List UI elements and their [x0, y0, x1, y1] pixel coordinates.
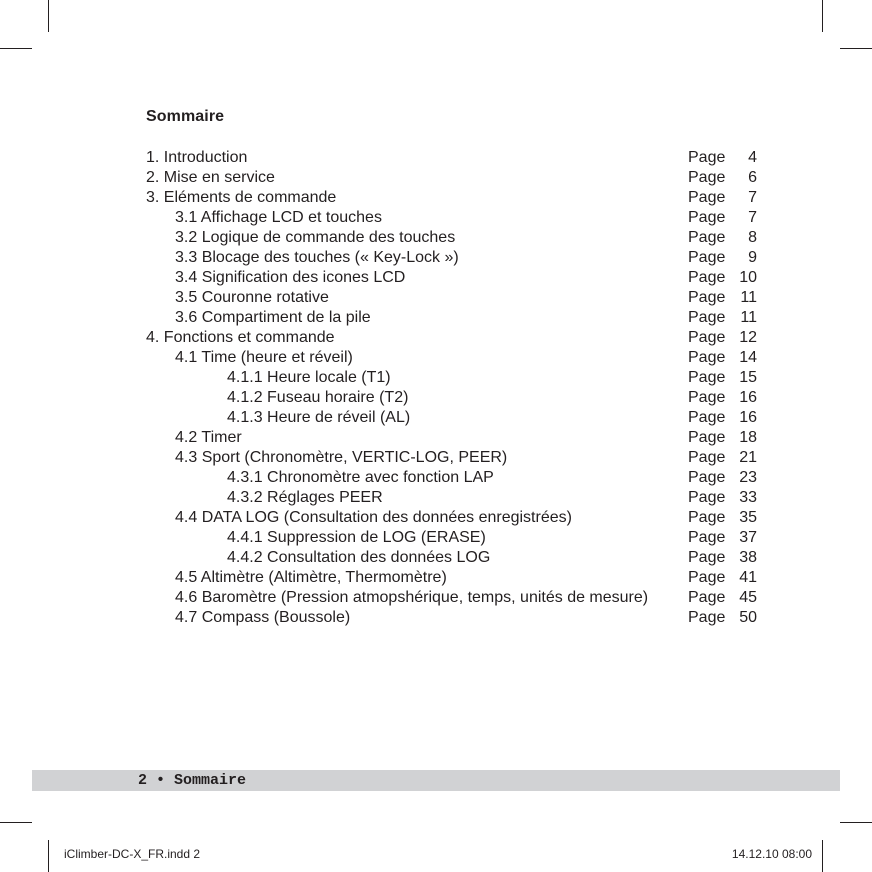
toc-page-word: Page [688, 329, 726, 346]
toc-page-number: 6 [748, 169, 757, 186]
toc-entry[interactable] [0, 568, 872, 588]
toc-page-word: Page [688, 389, 726, 406]
crop-mark [48, 840, 49, 872]
crop-mark [822, 840, 823, 872]
toc-entry-label: 4. Fonctions et commande [146, 329, 335, 346]
toc-page-word: Page [688, 349, 726, 366]
toc-page-number: 45 [739, 589, 757, 606]
toc-page-number: 41 [739, 569, 757, 586]
toc-entry-label: 3. Eléments de commande [146, 189, 337, 206]
toc-page-word: Page [688, 229, 726, 246]
toc-entry-label: 4.3.2 Réglages PEER [227, 489, 383, 506]
toc-entry[interactable] [0, 208, 872, 228]
toc-entry-label: 4.1.3 Heure de réveil (AL) [227, 409, 411, 426]
toc-page-word: Page [688, 589, 726, 606]
toc-entry[interactable] [0, 308, 872, 328]
toc-page-number: 15 [739, 369, 757, 386]
toc-page-number: 18 [739, 429, 757, 446]
toc-entry[interactable] [0, 248, 872, 268]
table-of-contents [0, 148, 872, 628]
toc-page-word: Page [688, 609, 726, 626]
toc-page-number: 50 [739, 609, 757, 626]
toc-entry[interactable] [0, 548, 872, 568]
toc-page-word: Page [688, 149, 726, 166]
toc-entry[interactable] [0, 348, 872, 368]
toc-page-word: Page [688, 449, 726, 466]
toc-page-word: Page [688, 249, 726, 266]
toc-entry-label: 4.7 Compass (Boussole) [175, 609, 351, 626]
toc-entry-label: 4.2 Timer [175, 429, 242, 446]
toc-entry[interactable] [0, 468, 872, 488]
toc-entry-label: 4.1.1 Heure locale (T1) [227, 369, 391, 386]
toc-entry[interactable] [0, 608, 872, 628]
toc-entry[interactable] [0, 328, 872, 348]
toc-page-word: Page [688, 169, 726, 186]
toc-page-number: 10 [739, 269, 757, 286]
crop-mark [840, 822, 872, 823]
toc-page-number: 14 [739, 349, 757, 366]
toc-page-number: 8 [748, 229, 757, 246]
toc-entry[interactable] [0, 388, 872, 408]
toc-entry[interactable] [0, 288, 872, 308]
date-slug: 14.12.10 08:00 [731, 847, 812, 861]
toc-page-word: Page [688, 409, 726, 426]
toc-entry[interactable] [0, 188, 872, 208]
toc-entry-label: 4.4.2 Consultation des données LOG [227, 549, 491, 566]
toc-entry[interactable] [0, 148, 872, 168]
toc-entry[interactable] [0, 268, 872, 288]
toc-page-word: Page [688, 369, 726, 386]
page-title: Sommaire [146, 108, 225, 125]
toc-page-number: 12 [739, 329, 757, 346]
toc-entry-label: 3.2 Logique de commande des touches [175, 229, 456, 246]
crop-mark [822, 0, 823, 32]
toc-entry-label: 4.4.1 Suppression de LOG (ERASE) [227, 529, 486, 546]
toc-entry-label: 4.1.2 Fuseau horaire (T2) [227, 389, 409, 406]
toc-entry[interactable] [0, 228, 872, 248]
toc-page-number: 23 [739, 469, 757, 486]
crop-mark [48, 0, 49, 32]
toc-page-number: 9 [748, 249, 757, 266]
toc-entry[interactable] [0, 508, 872, 528]
toc-entry-label: 2. Mise en service [146, 169, 275, 186]
toc-entry[interactable] [0, 428, 872, 448]
toc-page-word: Page [688, 209, 726, 226]
crop-mark [840, 48, 872, 49]
toc-entry-label: 1. Introduction [146, 149, 248, 166]
toc-entry-label: 4.4 DATA LOG (Consultation des données enregistrées) [175, 509, 572, 526]
toc-entry[interactable] [0, 368, 872, 388]
toc-page-word: Page [688, 189, 726, 206]
toc-page-number: 4 [748, 149, 757, 166]
toc-page-word: Page [688, 269, 726, 286]
toc-entry[interactable] [0, 448, 872, 468]
toc-entry-label: 4.1 Time (heure et réveil) [175, 349, 353, 366]
toc-page-number: 38 [739, 549, 757, 566]
toc-entry-label: 3.4 Signification des icones LCD [175, 269, 406, 286]
toc-entry-label: 3.6 Compartiment de la pile [175, 309, 371, 326]
toc-page-number: 35 [739, 509, 757, 526]
toc-page-number: 11 [740, 309, 757, 326]
toc-entry-label: 4.3.1 Chronomètre avec fonction LAP [227, 469, 494, 486]
toc-page-number: 7 [748, 189, 757, 206]
file-slug: iClimber-DC-X_FR.indd 2 [64, 847, 201, 861]
toc-page-word: Page [688, 529, 726, 546]
toc-entry[interactable] [0, 488, 872, 508]
toc-entry-label: 3.5 Couronne rotative [175, 289, 329, 306]
toc-page-number: 37 [739, 529, 757, 546]
toc-page-word: Page [688, 469, 726, 486]
toc-entry-label: 3.3 Blocage des touches (« Key-Lock ») [175, 249, 459, 266]
toc-page-number: 11 [740, 289, 757, 306]
crop-mark [0, 48, 32, 49]
toc-page-number: 16 [739, 409, 757, 426]
toc-page-word: Page [688, 489, 726, 506]
toc-page-word: Page [688, 549, 726, 566]
toc-entry[interactable] [0, 408, 872, 428]
toc-entry-label: 4.6 Baromètre (Pression atmopshérique, temps, unités de mesure) [175, 589, 649, 606]
toc-entry-label: 4.5 Altimètre (Altimètre, Thermomètre) [175, 569, 447, 586]
toc-entry[interactable] [0, 528, 872, 548]
toc-page-number: 21 [739, 449, 757, 466]
toc-entry-label: 3.1 Affichage LCD et touches [175, 209, 382, 226]
toc-page-word: Page [688, 289, 726, 306]
toc-page-word: Page [688, 429, 726, 446]
toc-page-word: Page [688, 309, 726, 326]
toc-page-number: 16 [739, 389, 757, 406]
toc-page-word: Page [688, 569, 726, 586]
toc-page-number: 7 [748, 209, 757, 226]
toc-entry-label: 4.3 Sport (Chronomètre, VERTIC-LOG, PEER) [175, 449, 508, 466]
toc-entry[interactable] [0, 168, 872, 188]
page-footer: 2 • Sommaire [138, 772, 247, 789]
toc-entry[interactable] [0, 588, 872, 608]
crop-mark [0, 822, 32, 823]
toc-page-number: 33 [739, 489, 757, 506]
toc-page-word: Page [688, 509, 726, 526]
